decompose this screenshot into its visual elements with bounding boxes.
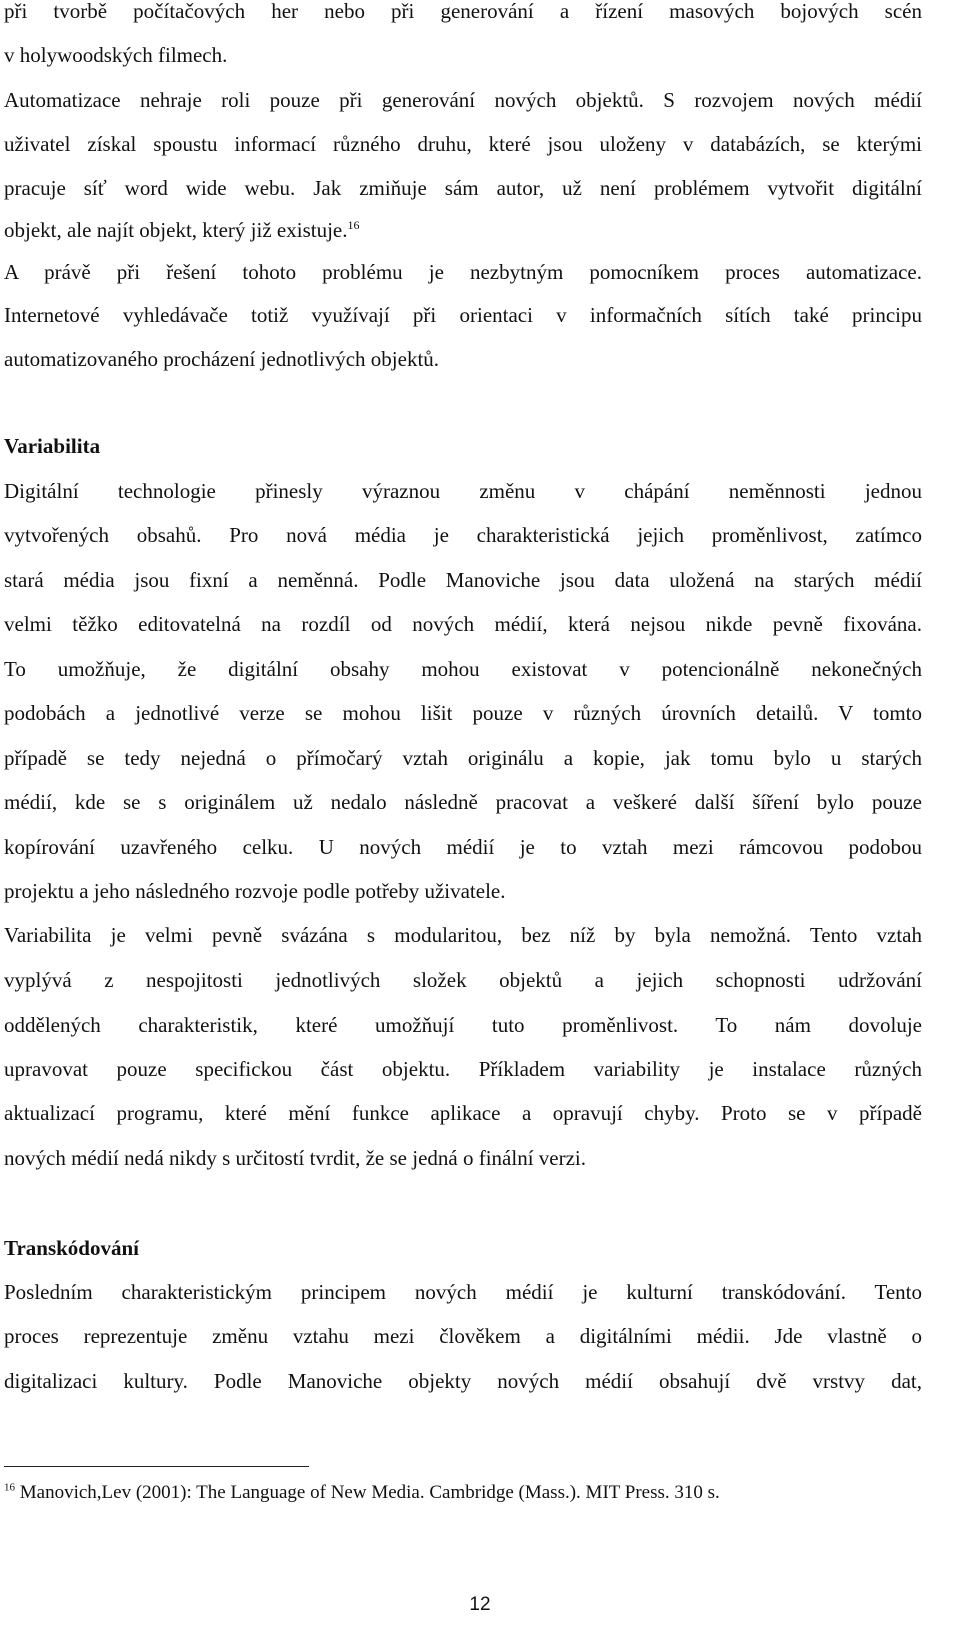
text-line: Variabilita je velmi pevně svázána s modularitou, bez níž by byla nemožná. Tento vztah [4,923,922,947]
text-line: projektu a jeho následného rozvoje podle potřeby uživatele. [4,879,506,903]
text-line: Digitální technologie přinesly výraznou změnu v chápání neměnnosti jednou [4,479,922,503]
text-line: velmi těžko editovatelná na rozdíl od nových médií, která nejsou nikde pevně fixována. [4,612,922,636]
text-line: vytvořených obsahů. Pro nová média je charakteristická jejich proměnlivost, zatímco [4,523,922,547]
text-line: oddělených charakteristik, které umožňují tuto proměnlivost. To nám dovoluje [4,1013,922,1037]
text-line: médií, kde se s originálem už nedalo následně pracovat a veškeré další šíření bylo pouze [4,790,922,814]
text-line: automatizovaného procházení jednotlivých objektů. [4,347,440,371]
text-line: vyplývá z nespojitosti jednotlivých složek objektů a jejich schopnosti udržování [4,968,922,992]
text-line: případě se tedy nejedná o přímočarý vztah originálu a kopie, jak tomu bylo u starých [4,746,922,770]
text-line: stará média jsou fixní a neměnná. Podle Manoviche jsou data uložená na starých médií [4,568,922,592]
text-line: A právě při řešení tohoto problému je nezbytným pomocníkem proces automatizace. [4,260,922,284]
footnote [4,1480,922,1506]
text-line: upravovat pouze specifickou část objektu. Příkladem variability je instalace různých [4,1057,922,1081]
text-line: proces reprezentuje změnu vztahu mezi člověkem a digitálními médii. Jde vlastně o [4,1324,922,1348]
section-heading-transkodovani: Transkódování [4,1236,139,1260]
page-number: 12 [469,1594,491,1615]
text-line: Posledním charakteristickým principem nových médií je kulturní transkódování. Tento [4,1280,922,1304]
footnote-separator [4,1466,309,1467]
footnote-reference[interactable]: 16 [347,218,360,232]
text-line: uživatel získal spoustu informací různého druhu, které jsou uloženy v databázích, se kterými [4,132,922,156]
footnote-text: Manovich,Lev (2001): The Language of New Media. Cambridge (Mass.). MIT Press. 310 s. [19,1482,720,1503]
footnote-number: 16 [4,1481,15,1494]
text-line: při tvorbě počítačových her nebo při generování a řízení masových bojových scén [4,0,922,23]
text-line: v holywoodských filmech. [4,43,228,67]
text-line: pracuje síť word wide webu. Jak zmiňuje sám autor, už není problémem vytvořit digitální [4,176,922,200]
text-line: aktualizací programu, které mění funkce aplikace a opravují chyby. Proto se v případě [4,1101,922,1125]
text-line: To umožňuje, že digitální obsahy mohou existovat v potencionálně nekonečných [4,657,922,681]
text-span: objekt, ale najít objekt, který již existuje. [4,218,348,242]
text-line: Internetové vyhledávače totiž využívají při orientaci v informačních sítích také principu [4,303,922,327]
text-line-with-footnote-ref [4,216,922,244]
text-line: kopírování uzavřeného celku. U nových médií je to vztah mezi rámcovou podobou [4,835,922,859]
text-line: digitalizaci kultury. Podle Manoviche objekty nových médií obsahují dvě vrstvy dat, [4,1369,922,1393]
text-line: nových médií nedá nikdy s určitostí tvrdit, že se jedná o finální verzi. [4,1146,587,1170]
text-line: Automatizace nehraje roli pouze při generování nových objektů. S rozvojem nových médií [4,88,922,112]
section-heading-variabilita: Variabilita [4,434,101,458]
text-line: podobách a jednotlivé verze se mohou lišit pouze v různých úrovních detailů. V tomto [4,701,922,725]
